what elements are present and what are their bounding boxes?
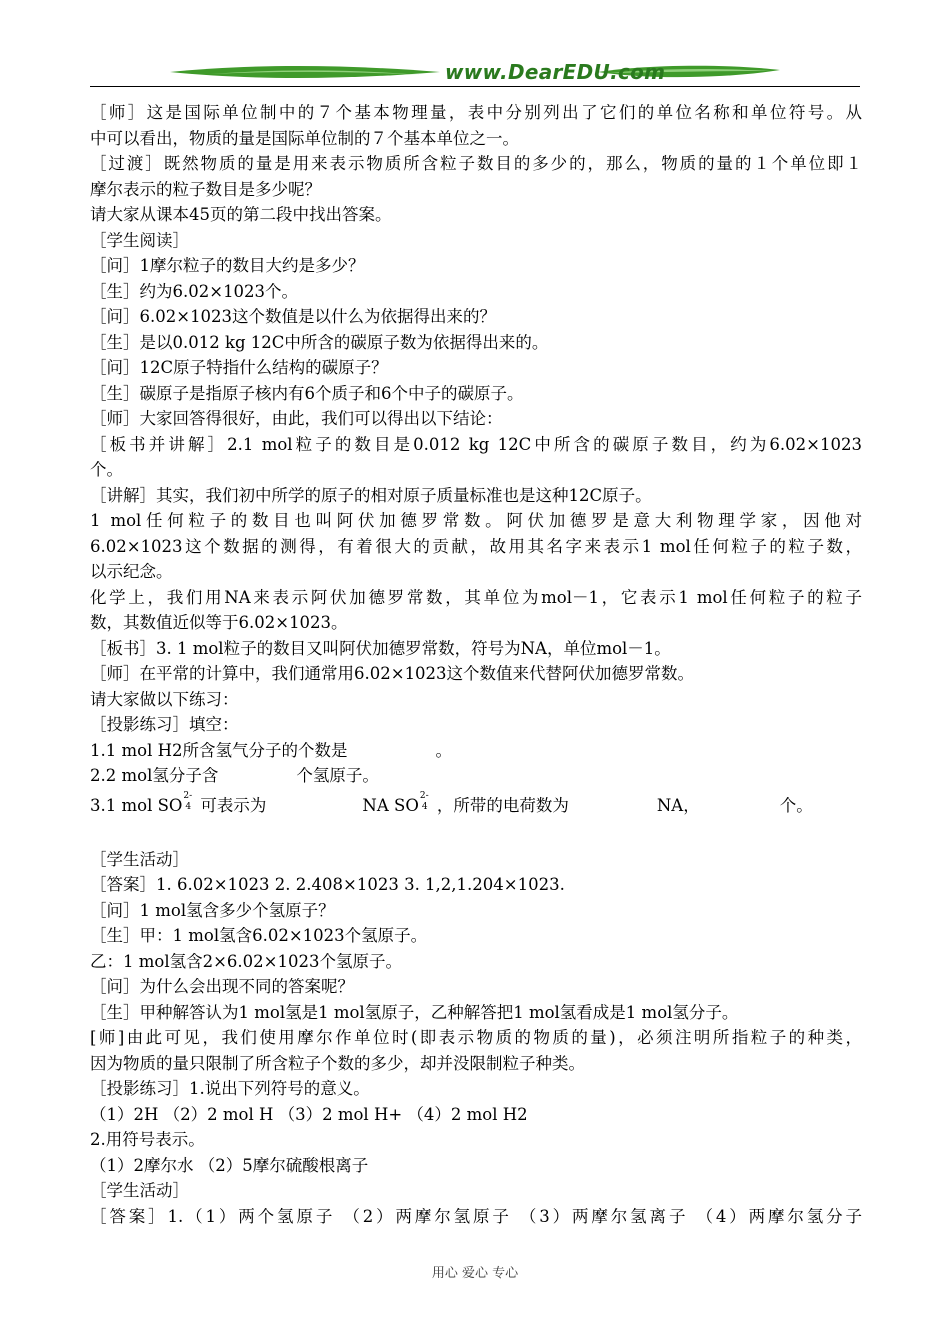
subscript: 4 [421, 801, 428, 812]
page-footer: 用心 爱心 专心 [431, 1266, 519, 1281]
site-header [90, 58, 860, 90]
sulfate-formula-scripts [182, 791, 200, 811]
text-line: ［答案］1. 6.02×1023 2. 2.408×1023 3. 1,2,1.204×1023. [90, 875, 565, 894]
spacer [90, 822, 862, 847]
site-logo-text[interactable]: www.DearEDU.com [445, 60, 666, 84]
text-line: 6.02×1023这个数据的测得，有着很大的贡献，故用其名字来表示1 mol任何粒子的粒子数， [90, 536, 862, 556]
text-line: ［讲解］其实，我们初中所学的原子的相对原子质量标准也是这种12C原子。 [90, 485, 652, 505]
exercise-text: 。 [435, 740, 452, 760]
exercise-text: NA SO [362, 795, 419, 815]
exercise-line-3 [90, 789, 862, 822]
text-line: ［答案］1.（1）两个氢原子 （2）两摩尔氢原子 （3）两摩尔氢离子 （4）两摩尔氢分子 [90, 1206, 862, 1226]
document-body [90, 100, 862, 1229]
text-line: 摩尔表示的粒子数目是多少呢？ [90, 179, 321, 199]
text-line: ［问］6.02×1023这个数值是以什么为依据得出来的？ [90, 307, 497, 326]
exercise-line-2 [90, 763, 862, 789]
text-line: ［生］甲：1 mol氢含6.02×1023个氢原子。 [90, 926, 428, 945]
exercise-text: 1.1 mol H2所含氢气分子的个数是 [90, 740, 348, 760]
exercise-text: ，所带的电荷数为 [436, 795, 569, 815]
text-line: 因为物质的量只限制了所含粒子个数的多少，却并没限制粒子种类。 [90, 1053, 585, 1073]
exercise-text: 3.1 mol SO [90, 795, 183, 815]
text-line: ［投影练习］1.说出下列符号的意义。 [90, 1079, 370, 1098]
text-line: ［问］为什么会出现不同的答案呢？ [90, 977, 354, 996]
text-line: ［问］12C原子特指什么结构的碳原子？ [90, 358, 388, 377]
text-line: ［生］碳原子是指原子核内有6个质子和6个中子的碳原子。 [90, 383, 524, 403]
text-line: ［学生阅读］ [90, 230, 189, 250]
exercise-text: 可表示为 [200, 795, 267, 815]
exercise-text: 2.2 mol氢分子含 [90, 766, 219, 785]
text-line: 请大家从课本45页的第二段中找出答案。 [90, 205, 392, 224]
text-line: ［师］这是国际单位制中的７个基本物理量，表中分别列出了它们的单位名称和单位符号。从 [90, 103, 862, 122]
text-line: 乙：1 mol氢含2×6.02×1023个氢原子。 [90, 951, 402, 971]
text-line: 数，其数值近似等于6.02×1023。 [90, 613, 348, 632]
header-rule [90, 86, 860, 87]
text-line: ［板书并讲解］2.1 mol粒子的数目是0.012 kg 12C中所含的碳原子数目，约为6.02×1023 [90, 434, 862, 454]
text-line: ［板书］3. 1 mol粒子的数目又叫阿伏加德罗常数，符号为NA，单位mol－1。 [90, 638, 671, 658]
text-line: 以示纪念。 [90, 562, 173, 581]
text-line: ［学生活动］ [90, 1181, 189, 1200]
text-line: （1）2H （2）2 mol H （3）2 mol H+ （4）2 mol H2 [90, 1104, 528, 1124]
text-line: ［问］1 mol氢含多少个氢原子？ [90, 900, 335, 920]
text-line: 1 mol任何粒子的数目也叫阿伏加德罗常数。阿伏加德罗是意大利物理学家，因他对 [90, 511, 862, 530]
text-line: ［师］在平常的计算中，我们通常用6.02×1023这个数值来代替阿伏加德罗常数。 [90, 664, 695, 683]
text-line: （1）2摩尔水 （2）5摩尔硫酸根离子 [90, 1155, 369, 1175]
sulfate-formula-scripts [419, 791, 437, 811]
text-line: [师]由此可见，我们使用摩尔作单位时(即表示物质的物质的量)，必须注明所指粒子的种类， [90, 1028, 862, 1047]
exercise-text: 个氢原子。 [296, 766, 379, 785]
text-line: 2.用符号表示。 [90, 1130, 205, 1149]
text-line: ［生］甲种解答认为1 mol氢是1 mol氢原子，乙种解答把1 mol氢看成是1 mol氢分子。 [90, 1002, 739, 1022]
charge-superscript: 2- [419, 790, 429, 801]
subscript: 4 [185, 801, 192, 812]
text-line: 化学上，我们用NA来表示阿伏加德罗常数，其单位为mol－1，它表示1 mol任何粒子的粒子 [90, 587, 862, 607]
text-line: ［生］是以0.012 kg 12C中所含的碳原子数为依据得出来的。 [90, 332, 549, 352]
exercise-text: 个。 [779, 795, 813, 815]
exercise-line-1 [90, 738, 862, 764]
exercise-text: NA， [656, 795, 700, 815]
text-line: ［生］约为6.02×1023个。 [90, 281, 299, 301]
text-line: ［学生活动］ [90, 849, 189, 869]
text-line: 请大家做以下练习： [90, 689, 239, 709]
text-line: ［过渡］既然物质的量是用来表示物质所含粒子数目的多少的，那么，物质的量的１个单位即１ [90, 154, 862, 173]
text-line: ［师］大家回答得很好，由此，我们可以得出以下结论： [90, 409, 503, 428]
charge-superscript: 2- [183, 790, 193, 801]
text-line: ［问］1摩尔粒子的数目大约是多少？ [90, 256, 365, 275]
text-line: 个。 [90, 460, 123, 479]
text-line: ［投影练习］填空： [90, 715, 239, 734]
text-line: 中可以看出，物质的量是国际单位制的７个基本单位之一。 [90, 128, 519, 148]
